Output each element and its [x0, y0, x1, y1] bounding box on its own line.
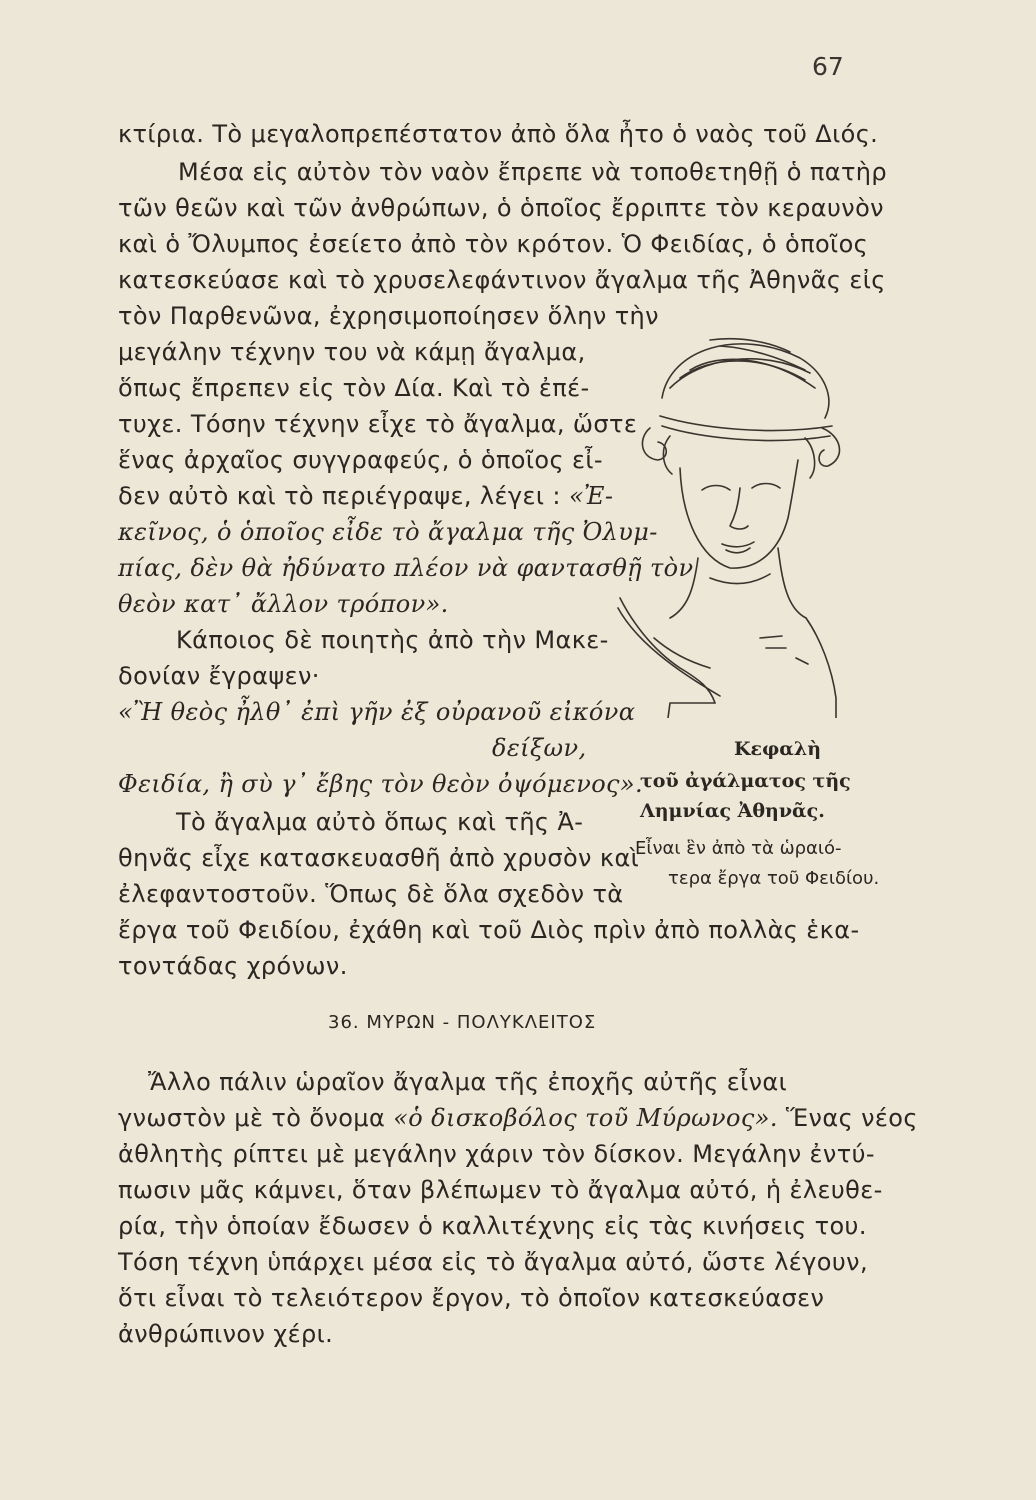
quote-line: κεῖνος, ὁ ὁποῖος εἶδε τὸ ἄγαλμα τῆς Ὀλυμ- — [118, 518, 658, 546]
section-line: Τόση τέχνη ὑπάρχει μέσα εἰς τὸ ἄγαλμα αὐτό, ὥστε λέγουν, — [118, 1248, 868, 1276]
section-line: ὅτι εἶναι τὸ τελειότερον ἔργον, τὸ ὁποῖον κατεσκεύασεν — [118, 1284, 825, 1312]
body-line: Κάποιος δὲ ποιητὴς ἀπὸ τὴν Μακε- — [176, 626, 609, 654]
quote-line: πίας, δὲν θὰ ἠδύνατο πλέον νὰ φαντασθῇ τὸν — [118, 554, 694, 582]
body-line: τῶν θεῶν καὶ τῶν ἀνθρώπων, ὁ ὁποῖος ἔρριπτε τὸν κεραυνὸν — [118, 194, 884, 222]
section-line: ρία, τὴν ὁποίαν ἔδωσεν ὁ καλλιτέχνης εἰς τὰς κινήσεις του. — [118, 1212, 867, 1240]
body-line: κτίρια. Τὸ μεγαλοπρεπέστατον ἀπὸ ὅλα ἦτο ὁ ναὸς τοῦ Διός. — [118, 120, 879, 148]
section-line-text: γνωστὸν μὲ τὸ ὄνομα — [118, 1104, 386, 1132]
figure-caption-line: Λημνίας Ἀθηνᾶς. — [640, 800, 825, 822]
figure-caption-note: Εἶναι ἓν ἀπὸ τὰ ὡραιό- — [635, 838, 842, 859]
body-line: μεγάλην τέχνην του νὰ κάμῃ ἄγαλμα, — [118, 338, 586, 366]
page-number: 67 — [812, 52, 844, 81]
section-line: ἀνθρώπινον χέρι. — [118, 1320, 334, 1348]
quote-start: «Ἐ- — [568, 482, 614, 510]
figure-caption-note: τερα ἔργα τοῦ Φειδίου. — [668, 868, 880, 889]
figure-caption-line: τοῦ ἀγάλματος τῆς — [640, 770, 851, 792]
body-line: κατεσκεύασε καὶ τὸ χρυσελεφάντινον ἄγαλμα τῆς Ἀθηνᾶς εἰς — [118, 266, 886, 294]
section-line: Ἄλλο πάλιν ὡραῖον ἄγαλμα τῆς ἐποχῆς αὐτῆς εἶναι — [148, 1068, 788, 1096]
quote-line: θεὸν κατ᾿ ἄλλον τρόπον». — [118, 590, 449, 618]
body-line — [118, 480, 613, 512]
body-line-text: δεν αὐτὸ καὶ τὸ περιέγραψε, λέγει : — [118, 482, 561, 510]
body-line: τυχε. Τόσην τέχνην εἶχε τὸ ἄγαλμα, ὥστε — [118, 410, 638, 438]
poem-line: δείξων, — [492, 734, 587, 762]
athena-head-drawing — [610, 318, 850, 718]
body-line: θηνᾶς εἶχε κατασκευασθῆ ἀπὸ χρυσὸν καὶ — [118, 844, 640, 872]
body-line: ἐλεφαντοστοῦν. Ὅπως δὲ ὅλα σχεδὸν τὰ — [118, 880, 624, 908]
section-line — [118, 1102, 918, 1134]
body-line: τὸν Παρθενῶνα, ἐχρησιμοποίησεν ὅλην τὴν — [118, 302, 659, 330]
section-heading: 36. ΜΥΡΩΝ - ΠΟΛΥΚΛΕΙΤΟΣ — [328, 1012, 597, 1033]
statue-name: «ὁ δισκοβόλος τοῦ Μύρωνος». — [393, 1104, 778, 1132]
poem-line: Φειδία, ἢ σὺ γ᾿ ἔβης τὸν θεὸν ὀψόμενος». — [118, 770, 644, 798]
section-line-text: Ἕνας νέος — [785, 1104, 918, 1132]
body-line: καὶ ὁ Ὄλυμπος ἐσείετο ἀπὸ τὸν κρότον. Ὁ Φειδίας, ὁ ὁποῖος — [118, 230, 869, 258]
section-line: πωσιν μᾶς κάμνει, ὅταν βλέπωμεν τὸ ἄγαλμα αὐτό, ἡ ἐλευθε- — [118, 1176, 883, 1204]
body-line: ἔργα τοῦ Φειδίου, ἐχάθη καὶ τοῦ Διὸς πρὶν ἀπὸ πολλὰς ἑκα- — [118, 916, 860, 944]
body-line: δονίαν ἔγραψεν· — [118, 662, 320, 690]
body-line: ὅπως ἔπρεπεν εἰς τὸν Δία. Καὶ τὸ ἐπέ- — [118, 374, 590, 402]
body-line: Μέσα εἰς αὐτὸν τὸν ναὸν ἔπρεπε νὰ τοποθετηθῇ ὁ πατὴρ — [178, 158, 888, 186]
body-line: Τὸ ἄγαλμα αὐτὸ ὅπως καὶ τῆς Ἀ- — [176, 808, 584, 836]
body-line: τοντάδας χρόνων. — [118, 952, 348, 980]
section-line: ἀθλητὴς ρίπτει μὲ μεγάλην χάριν τὸν δίσκον. Μεγάλην ἐντύ- — [118, 1140, 875, 1168]
body-line: ἕνας ἀρχαῖος συγγραφεύς, ὁ ὁποῖος εἶ- — [118, 446, 603, 474]
poem-line: «Ἢ θεὸς ἦλθ᾿ ἐπὶ γῆν ἐξ οὐρανοῦ εἰκόνα — [118, 698, 636, 726]
figure-caption-title: Κεφαλὴ — [734, 738, 822, 760]
